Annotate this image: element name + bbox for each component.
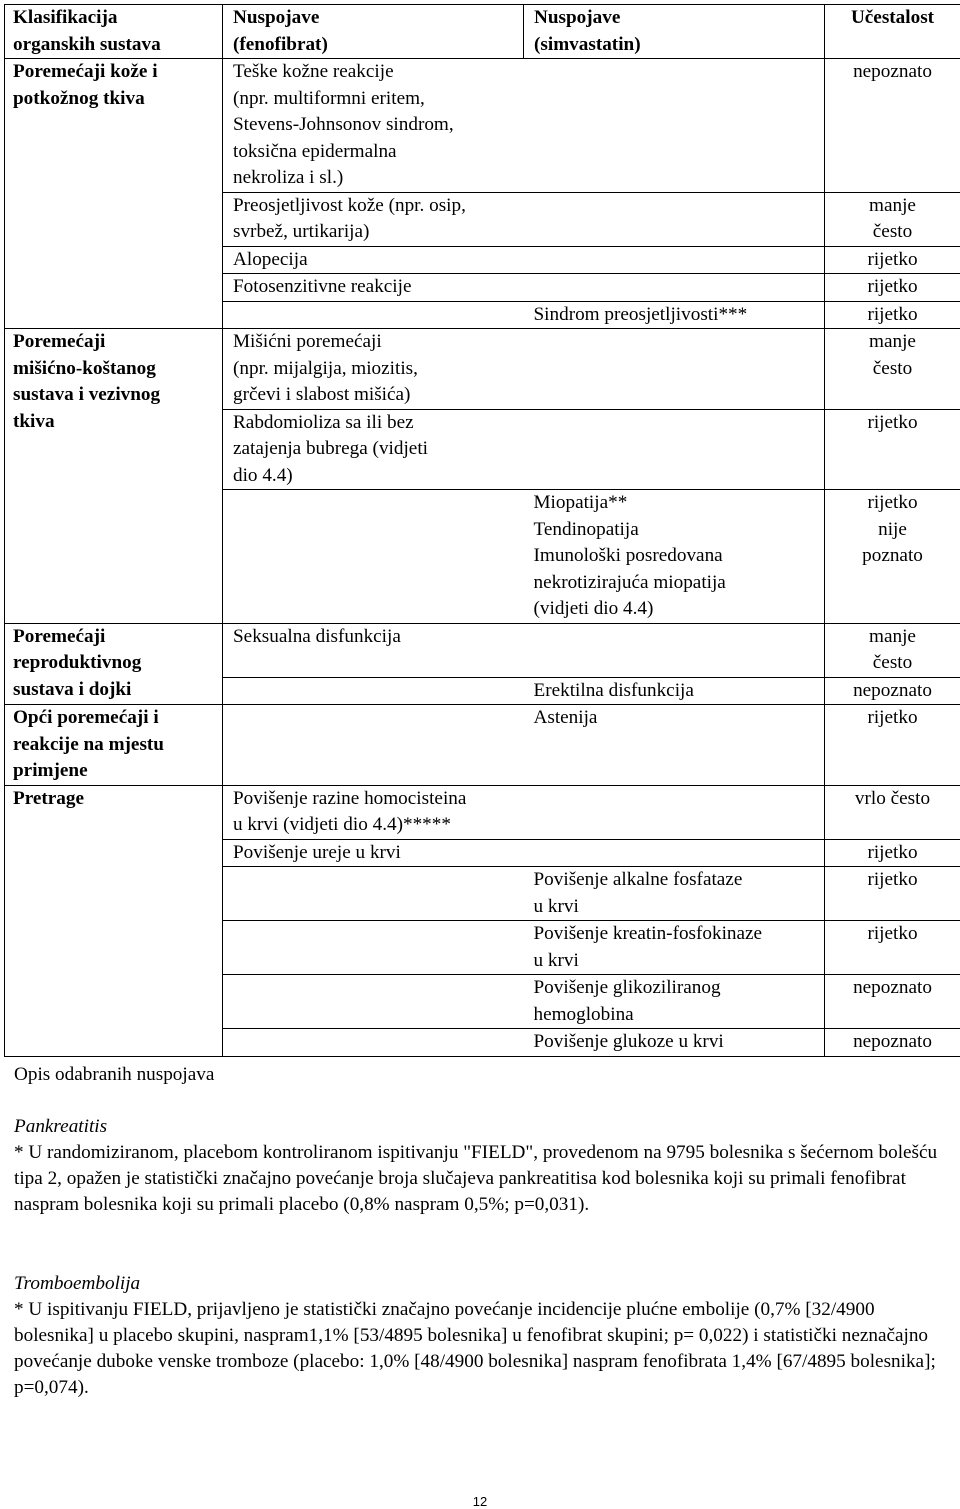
adverse-reactions-table [4,4,960,1057]
simvastatin-cell [524,59,825,193]
header-simvastatin: Nuspojave (simvastatin) [524,5,825,59]
fenofibrate-cell [223,975,524,1029]
fenofibrate-cell [223,921,524,975]
page-number: 12 [472,1494,488,1509]
simvastatin-cell: Sindrom preosjetljivosti*** [524,301,825,329]
frequency-cell: rijetko [825,867,960,921]
table-row [5,623,960,677]
frequency-cell: rijetko [825,301,960,329]
table-header-row [5,5,960,59]
fenofibrate-cell: Teške kožne reakcije (npr. multiformni eritem, Stevens-Johnsonov sindrom, toksična epidermalna nekroliza i sl.) [223,59,524,193]
fenofibrate-cell: Fotosenzitivne reakcije [223,274,524,302]
frequency-cell: manje često [825,329,960,410]
fenofibrate-cell [223,301,524,329]
header-classification: Klasifikacija organskih sustava [5,5,223,59]
frequency-cell: rijetko [825,246,960,274]
fenofibrate-cell [223,490,524,624]
frequency-cell: manje često [825,623,960,677]
simvastatin-cell: Povišenje alkalne fosfataze u krvi [524,867,825,921]
class-reproductive: Poremećaji reproduktivnog sustava i dojki [5,623,223,705]
simvastatin-cell: Povišenje glikoziliranog hemoglobina [524,975,825,1029]
frequency-cell: rijetko [825,839,960,867]
frequency-cell: rijetko nije poznato [825,490,960,624]
section-title: Opis odabranih nuspojava [14,1064,215,1085]
simvastatin-cell [524,623,825,677]
fenofibrate-cell: Povišenje ureje u krvi [223,839,524,867]
simvastatin-cell: Astenija [524,705,825,786]
table-row [5,785,960,839]
simvastatin-cell [524,274,825,302]
class-skin: Poremećaji kože i potkožnog tkiva [5,59,223,329]
class-general: Opći poremećaji i reakcije na mjestu primjene [5,705,223,786]
header-fenofibrate: Nuspojave (fenofibrat) [223,5,524,59]
header-frequency: Učestalost [825,5,960,59]
table-row [5,329,960,410]
fenofibrate-cell: Alopecija [223,246,524,274]
simvastatin-cell [524,785,825,839]
pancreatitis-title: Pankreatitis [14,1116,108,1137]
class-musculoskeletal: Poremećaji mišićno-koštanog sustava i vezivnog tkiva [5,329,223,624]
simvastatin-cell [524,329,825,410]
fenofibrate-cell [223,677,524,705]
frequency-cell: manje često [825,192,960,246]
pancreatitis-note [14,1114,944,1218]
frequency-cell: rijetko [825,921,960,975]
fenofibrate-cell [223,867,524,921]
simvastatin-cell: Miopatija** Tendinopatija Imunološki posredovana nekrotizirajuća miopatija (vidjeti dio 4.4) [524,490,825,624]
frequency-cell: rijetko [825,409,960,490]
simvastatin-cell [524,246,825,274]
frequency-cell: rijetko [825,274,960,302]
fenofibrate-cell [223,705,524,786]
frequency-cell: vrlo često [825,785,960,839]
thromboembolism-note [14,1271,944,1401]
frequency-cell: nepoznato [825,59,960,193]
simvastatin-cell [524,409,825,490]
thromboembolism-title: Tromboembolija [14,1273,141,1294]
simvastatin-cell [524,839,825,867]
fenofibrate-cell: Preosjetljivost kože (npr. osip, svrbež, urtikarija) [223,192,524,246]
thromboembolism-text: * U ispitivanju FIELD, prijavljeno je statistički značajno povećanje incidencije plućne embolije (0,7% [32/4900 bolesnika] u placebo skupini, naspram1,1% [53/4895 bolesnika] u fenofibrat skupini; p= 0,022) i statistički neznačajno povećanje duboke venske tromboze (placebo: 1,0% [48/4900 bolesnika] naspram fenofibrata 1,4% [67/4895 bolesnika]; p=0,074). [14,1299,936,1398]
simvastatin-cell: Erektilna disfunkcija [524,677,825,705]
fenofibrate-cell: Povišenje razine homocisteina u krvi (vidjeti dio 4.4)***** [223,785,524,839]
frequency-cell: rijetko [825,705,960,786]
fenofibrate-cell: Rabdomioliza sa ili bez zatajenja bubrega (vidjeti dio 4.4) [223,409,524,490]
simvastatin-cell: Povišenje kreatin-fosfokinaze u krvi [524,921,825,975]
simvastatin-cell: Povišenje glukoze u krvi [524,1029,825,1057]
pancreatitis-text: * U randomiziranom, placebom kontroliranom ispitivanju "FIELD", provedenom na 9795 bolesnika s šećernom bolešću tipa 2, opažen je statistički značajno povećanje broja slučajeva pankreatitisa kod bolesnika koji su primali fenofibrat naspram bolesnika koji su primali placebo (0,8% naspram 0,5%; p=0,031). [14,1142,938,1215]
table-row [5,59,960,193]
fenofibrate-cell: Seksualna disfunkcija [223,623,524,677]
frequency-cell: nepoznato [825,677,960,705]
table-row [5,705,960,786]
fenofibrate-cell: Mišićni poremećaji (npr. mijalgija, miozitis, grčevi i slabost mišića) [223,329,524,410]
class-investigations: Pretrage [5,785,223,1056]
frequency-cell: nepoznato [825,975,960,1029]
simvastatin-cell [524,192,825,246]
frequency-cell: nepoznato [825,1029,960,1057]
fenofibrate-cell [223,1029,524,1057]
